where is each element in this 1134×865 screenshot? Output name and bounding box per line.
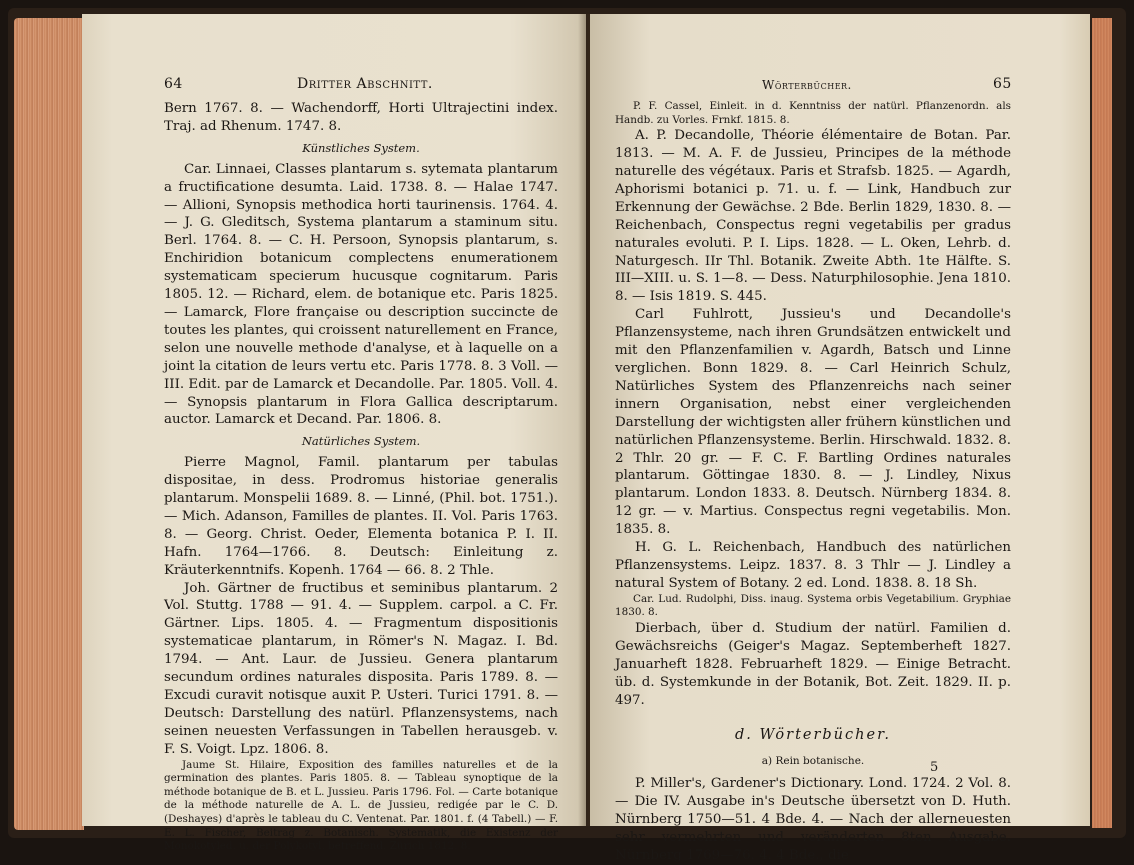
subsection-heading: a) Rein botanische.	[761, 755, 865, 768]
page-edges-right	[1092, 18, 1112, 828]
paragraph: Joh. Gärtner de fructibus et seminibus plantarum. 2 Vol. Stuttg. 1788 — 91. 4. — Supplem. carpol. a C. Fr. Gärtner. Lips. 1805. 4. — Fragmentum dispositionis systematicae plantarum, in Römer's N. Magaz. I. Bd. 1794. — Ant. Laur. de Jussieu. Genera plantarum secundum ordines naturales disposita. Paris 1789. 8. — Excudi curavit notisque auxit P. Usteri. Turici 1791. 8. — Deutsch: Darstellung des natürl. Pflanzensystems, nach seinen neuesten Verfassungen in Tabellen herausgeb. v. F. S. Voigt. Lpz. 1806. 8.	[164, 580, 558, 757]
section-heading: d. Wörterbücher.	[734, 727, 892, 744]
signature-mark: 5	[930, 760, 939, 775]
page-body	[615, 100, 1011, 865]
paragraph: P. Miller's, Gardener's Dictionary. Lond. 1724. 2 Vol. 8. — Die IV. Ausgabe in's Deutsche übersetzt von D. Huth. Nürnberg 1750—51. 4 Bde. 4. — Nach der allerneuesten sehr vermehrten und veränderten 8ten Ausgabe. Nürnberg 1769—76. 4. 4 Bde., die	[615, 776, 1011, 863]
page-edges-left	[14, 18, 84, 830]
section-subheading: Künstliches System.	[302, 140, 420, 155]
paragraph: Carl Fuhlrott, Jussieu's und Decandolle's Pflanzensysteme, nach ihren Grundsätzen entwickelt und mit den Pflanzenfamilien v. Agardh, Batsch und Linne verglichen. Bonn 1829. 8. — Carl Heinrich Schulz, Natürliches System des Pflanzenreichs nach seiner innern Organisation, nebst einer vergleichenden Darstellung der wichtigsten aller frühern künstlichen und natürlichen Pflanzensysteme. Berlin. Hirschwald. 1832. 8. 2 Thlr. 20 gr. — F. C. F. Bartling Ordines naturales plantarum. Göttingae 1830. 8. — J. Lindley, Nixus plantarum. London 1833. 8. Deutsch. Nürnberg 1834. 8. 12 gr. — v. Martius. Conspectus regni vegetabilis. Mon. 1835. 8.	[615, 307, 1011, 538]
left-page	[82, 14, 586, 853]
page-number: 65	[993, 76, 1012, 92]
paragraph: Pierre Magnol, Famil. plantarum per tabulas dispositae, in dess. Prodromus historiae generalis plantarum. Monspelii 1689. 8. — Linné, (Phil. bot. 1751.). — Mich. Adanson, Familles de plantes. II. Vol. Paris 1763. 8. — Georg. Christ. Oeder, Elementa botanica P. I. II. Hafn. 1764—1766. 8. Deutsch: Einleitung z. Kräuterkenntnifs. Kopenh. 1764 — 66. 8. 2 Thle.	[164, 455, 558, 578]
paragraph: A. P. Decandolle, Théorie élémentaire de Botan. Par. 1813. — M. A. F. de Jussieu, Principes de la méthode naturelle des végétaux. Paris et Strafsb. 1825. — Agardh, Aphorismi botanici p. 71. u. f. — Link, Handbuch zur Erkennung der Gewächse. 2 Bde. Berlin 1829, 1830. 8. — Reichenbach, Conspectus regni vegetabilis per gradus naturales evoluti. P. I. Lips. 1828. — L. Oken, Lehrb. d. Naturgesch. IIr Thl. Botanik. Zweite Abth. 1te Hälfte. S. III—XIII. u. S. 1—8. — Dess. Naturphilosophie. Jena 1810. 8. — Isis 1819. S. 445.	[615, 128, 1011, 305]
paragraph: H. G. L. Reichenbach, Handbuch des natürlichen Pflanzensystems. Leipz. 1837. 8. 3 Thlr — J. Lindley a natural System of Botany. 2 ed. Lond. 1838. 8. 18 Sh.	[615, 540, 1011, 591]
section-subheading: Natürliches System.	[301, 434, 421, 449]
paragraph: Bern 1767. 8. — Wachendorff, Horti Ultrajectini index. Traj. ad Rhenum. 1747. 8.	[164, 101, 558, 134]
page-number: 64	[164, 76, 183, 92]
page-body	[164, 100, 558, 854]
paragraph: Car. Linnaei, Classes plantarum s. sytemata plantarum a fructificatione desumta. Laid. 1738. 8. — Halae 1747. — Allioni, Synopsis methodica horti taurinensis. 1764. 4. — J. G. Gleditsch, Systema plantarum a staminum situ. Berl. 1764. 8. — C. H. Persoon, Synopsis plantarum, s. Enchiridion botanicum complectens enumerationem systematicam specierum hucusque cognitarum. Paris 1805. 12. — Richard, elem. de botanique etc. Paris 1825. — Lamarck, Flore française ou description succincte de toutes les plantes, qui croissent naturellement en France, selon une nouvelle methode d'analyse, et à laquelle on a joint la citation de leurs vertu etc. Paris 1778. 8. 3 Voll. — III. Edit. par de Lamarck et Decandolle. Par. 1805. Voll. 4. — Synopsis plantarum in Flora Gallica descriptarum. auctor. Lamarck et Decand. Par. 1806. 8.	[164, 161, 558, 428]
paragraph: Dierbach, über d. Studium der natürl. Familien d. Gewächsreichs (Geiger's Magaz. Septemberheft 1827. Januarheft 1828. Februarheft 1829. — Einige Betracht. üb. d. Systemkunde in der Botanik, Bot. Zeit. 1829. II. p. 497.	[615, 620, 1011, 708]
small-print-paragraph: P. F. Cassel, Einleit. in d. Kenntniss der natürl. Pflanzenordn. als Handb. zu Vorles. Frnkf. 1815. 8.	[615, 100, 1011, 126]
running-head: Dritter Abschnitt.	[297, 76, 433, 92]
running-head: Wörterbücher.	[762, 78, 852, 92]
small-print-paragraph: Car. Lud. Rudolphi, Diss. inaug. Systema orbis Vegetabilium. Gryphiae 1830. 8.	[615, 592, 1011, 619]
right-page	[590, 14, 1090, 863]
small-print-paragraph: Jaume St. Hilaire, Exposition des familles naturelles et de la germination des plantes. Paris 1805. 8. — Tableau synoptique de la méthode botanique de B. et L. Jussieu. Paris 1796. Fol. — Carte botanique de la méthode naturelle de A. L. de Jussieu, redigée par le C. D. (Deshayes) d'après le tableau du C. Ventenat. Par. 1801. f. (4 Tabell.) — F. E. L. Fischer, Beitrag z. Botanisch. Systematik, die Existenz der Monokotyled. u. der Polykotyl. betreffend. Zürich 1812. 8.	[164, 758, 558, 853]
